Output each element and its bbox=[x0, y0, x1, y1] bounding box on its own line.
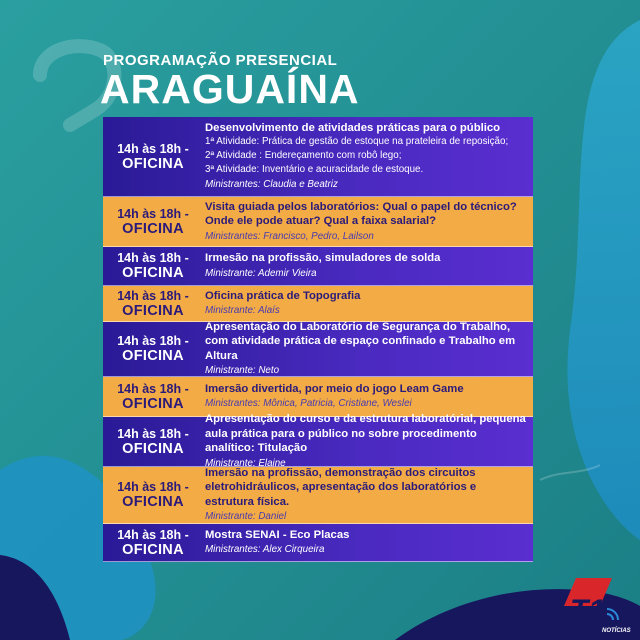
session-type: OFICINA bbox=[122, 220, 184, 237]
header bbox=[100, 52, 360, 111]
time-slot bbox=[103, 528, 203, 558]
time-range: 14h às 18h - bbox=[117, 527, 189, 542]
schedule-row bbox=[103, 247, 533, 286]
schedule-row bbox=[103, 286, 533, 322]
session-instructors: Ministrante: Ademir Vieira bbox=[205, 267, 317, 279]
time-range: 14h às 18h - bbox=[117, 480, 189, 494]
session-type: OFICINA bbox=[122, 302, 184, 319]
schedule-row bbox=[103, 413, 533, 469]
session-type: OFICINA bbox=[122, 395, 184, 412]
schedule-row bbox=[103, 197, 533, 247]
time-slot bbox=[103, 289, 203, 319]
session-title: Desenvolvimento de atividades práticas para o público bbox=[205, 121, 501, 134]
header-city: ARAGUAÍNA bbox=[100, 66, 360, 112]
logo-text: T1 bbox=[570, 594, 606, 627]
time-range: 14h às 18h - bbox=[117, 141, 189, 156]
time-slot bbox=[103, 427, 203, 457]
session-instructors: Ministrantes: Mônica, Patricia, Cristiane, Weslei bbox=[205, 398, 412, 410]
session-description bbox=[203, 380, 533, 414]
session-type: OFICINA bbox=[122, 155, 184, 172]
session-title: Irmesão na profissão, simuladores de solda bbox=[205, 252, 441, 265]
activity-line: 2ª Atividade : Endereçamento com robô lego; bbox=[205, 150, 402, 162]
time-slot bbox=[103, 142, 203, 172]
session-instructors: Ministrantes: Francisco, Pedro, Lailson bbox=[205, 230, 374, 242]
session-type: OFICINA bbox=[122, 265, 184, 281]
logo-caption: NOTÍCIAS bbox=[602, 628, 631, 634]
time-slot bbox=[103, 382, 203, 412]
session-type: OFICINA bbox=[122, 541, 184, 558]
time-range: 14h às 18h - bbox=[117, 288, 189, 303]
session-instructors: Ministrantes: Alex Cirqueira bbox=[205, 544, 325, 556]
session-title: Visita guiada pelos laboratórios: Qual o papel do técnico? Onde ele pode atuar? Qual a faixa salarial? bbox=[205, 200, 517, 227]
session-title: Mostra SENAI - Eco Placas bbox=[205, 528, 350, 541]
time-range: 14h às 18h - bbox=[117, 251, 189, 265]
session-title: Apresentação do Laboratório de Segurança do Trabalho, com atividade prática de espaço confinado e Trabalho em Altura bbox=[205, 320, 516, 362]
time-range: 14h às 18h - bbox=[117, 206, 189, 221]
session-description bbox=[203, 287, 533, 321]
session-title: Imersão divertida, por meio do jogo Leam Game bbox=[205, 382, 464, 395]
session-title: Apresentação do curso e da estrutura laboratórial, pequena aula prática para o público no sobre procedimento analítico: Titulação bbox=[205, 413, 526, 455]
schedule-row bbox=[103, 322, 533, 377]
session-title: Oficina prática de Topografia bbox=[205, 289, 361, 302]
session-description bbox=[203, 318, 533, 381]
schedule-list bbox=[103, 117, 533, 562]
activity-line: 3ª Atividade: Inventário e acuracidade de estoque. bbox=[205, 164, 424, 176]
session-description bbox=[203, 119, 533, 195]
session-type: OFICINA bbox=[122, 440, 184, 457]
session-description bbox=[203, 464, 533, 527]
session-instructors: Ministrante: Neto bbox=[205, 365, 280, 377]
activity-line: 1ª Atividade: Prática de gestão de estoque na prateleira de reposição; bbox=[205, 136, 509, 148]
time-slot bbox=[103, 207, 203, 237]
session-title: Imersão na profissão, demonstração dos circuitos eletrohidráulicos, apresentação dos laboratórios e estrutura física. bbox=[205, 466, 477, 508]
session-type: OFICINA bbox=[122, 494, 184, 510]
header-subtitle: PROGRAMAÇÃO PRESENCIAL bbox=[103, 52, 338, 69]
session-description bbox=[203, 249, 533, 283]
time-slot bbox=[103, 480, 203, 510]
session-description bbox=[203, 526, 533, 560]
t1-noticias-logo bbox=[560, 570, 631, 634]
time-range: 14h às 18h - bbox=[117, 334, 189, 348]
session-instructors: Ministrantes: Claudia e Beatriz bbox=[205, 179, 338, 191]
session-instructors: Ministrante: Alaís bbox=[205, 305, 280, 317]
time-slot bbox=[103, 334, 203, 364]
session-description bbox=[203, 198, 533, 246]
session-instructors: Ministrante: Elaine bbox=[205, 457, 286, 469]
time-slot bbox=[103, 251, 203, 281]
schedule-row bbox=[103, 467, 533, 524]
time-range: 14h às 18h - bbox=[117, 426, 189, 441]
schedule-row bbox=[103, 117, 533, 197]
session-instructors: Ministrante: Daniel bbox=[205, 511, 287, 523]
session-type: OFICINA bbox=[122, 348, 184, 364]
schedule-row bbox=[103, 524, 533, 562]
time-range: 14h às 18h - bbox=[117, 381, 189, 396]
